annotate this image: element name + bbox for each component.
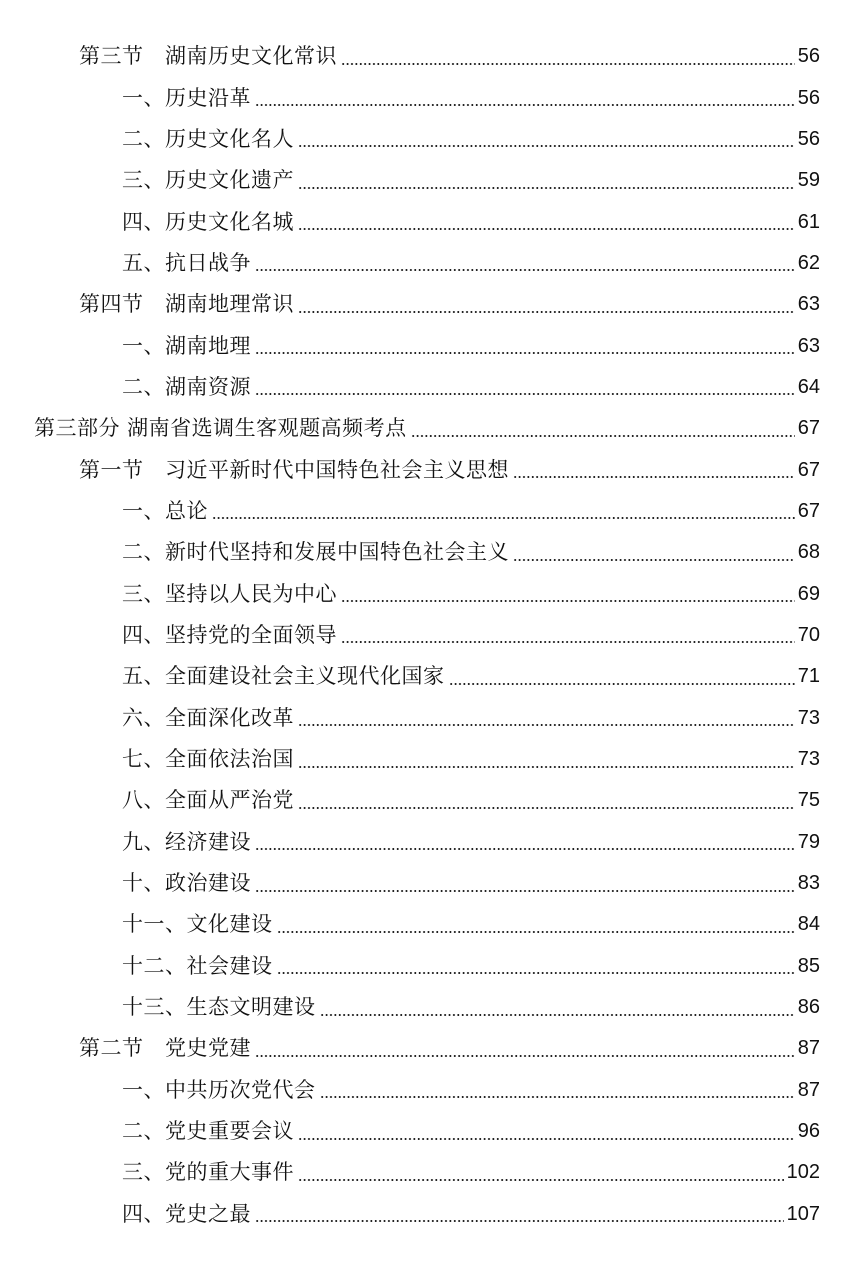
toc-page-number: 63 [797, 293, 820, 316]
dot-leader [513, 476, 795, 478]
toc-page-number: 59 [797, 169, 820, 192]
toc-page-number: 67 [797, 458, 820, 481]
toc-entry[interactable] [0, 946, 854, 987]
toc-entry-label: 第一节 习近平新时代中国特色社会主义思想 [79, 457, 509, 482]
toc-page-number: 56 [797, 45, 820, 68]
toc-entry-label: 五、全面建设社会主义现代化国家 [122, 664, 445, 689]
toc-entry[interactable] [0, 243, 854, 284]
table-of-contents [0, 36, 854, 1235]
toc-page-number: 62 [797, 251, 820, 274]
dot-leader [255, 890, 795, 892]
toc-entry-label: 四、历史文化名城 [122, 209, 294, 234]
dot-leader [298, 1138, 795, 1140]
dot-leader [255, 1055, 795, 1057]
toc-entry-label: 二、历史文化名人 [122, 126, 294, 151]
toc-entry-label: 二、新时代坚持和发展中国特色社会主义 [122, 540, 509, 565]
toc-entry-label: 一、历史沿革 [122, 85, 251, 110]
toc-entry-label: 三、坚持以人民为中心 [122, 581, 337, 606]
toc-entry[interactable] [0, 36, 854, 77]
toc-entry[interactable] [0, 325, 854, 366]
toc-entry-label: 第四节 湖南地理常识 [79, 292, 294, 317]
toc-entry[interactable] [0, 1111, 854, 1152]
toc-entry[interactable] [0, 1070, 854, 1111]
dot-leader [212, 517, 795, 519]
toc-entry-label: 十二、社会建设 [122, 953, 273, 978]
dot-leader [255, 848, 795, 850]
toc-page-number: 70 [797, 623, 820, 646]
toc-entry[interactable] [0, 284, 854, 325]
toc-entry[interactable] [0, 1194, 854, 1235]
toc-entry[interactable] [0, 904, 854, 945]
toc-entry[interactable] [0, 863, 854, 904]
toc-entry[interactable] [0, 367, 854, 408]
toc-page-number: 68 [797, 541, 820, 564]
toc-page-number: 84 [797, 913, 820, 936]
dot-leader [255, 269, 795, 271]
toc-page-number: 85 [797, 954, 820, 977]
toc-entry[interactable] [0, 780, 854, 821]
dot-leader [341, 63, 795, 65]
dot-leader [298, 1179, 784, 1181]
toc-entry-label: 七、全面依法治国 [122, 747, 294, 772]
toc-page-number: 75 [797, 789, 820, 812]
dot-leader [298, 766, 795, 768]
dot-leader [449, 683, 795, 685]
toc-entry-label: 四、坚持党的全面领导 [122, 622, 337, 647]
dot-leader [513, 559, 795, 561]
toc-entry[interactable] [0, 573, 854, 614]
toc-entry-label: 一、中共历次党代会 [122, 1077, 316, 1102]
dot-leader [320, 1014, 795, 1016]
toc-page-number: 67 [797, 499, 820, 522]
toc-entry-label: 二、党史重要会议 [122, 1119, 294, 1144]
toc-entry-label: 六、全面深化改革 [122, 705, 294, 730]
toc-entry[interactable] [0, 656, 854, 697]
toc-page-number: 83 [797, 872, 820, 895]
toc-entry-label: 第三节 湖南历史文化常识 [79, 44, 337, 69]
dot-leader [298, 724, 795, 726]
toc-entry-label: 三、历史文化遗产 [122, 168, 294, 193]
toc-page-number: 87 [797, 1078, 820, 1101]
toc-page-number: 56 [797, 127, 820, 150]
toc-entry-label: 九、经济建设 [122, 829, 251, 854]
toc-entry[interactable] [0, 408, 854, 449]
toc-page-number: 64 [797, 375, 820, 398]
toc-entry[interactable] [0, 1152, 854, 1193]
toc-entry[interactable] [0, 449, 854, 490]
toc-entry-label: 十三、生态文明建设 [122, 995, 316, 1020]
toc-entry[interactable] [0, 739, 854, 780]
toc-entry[interactable] [0, 615, 854, 656]
dot-leader [298, 145, 795, 147]
toc-entry[interactable] [0, 1028, 854, 1069]
toc-entry[interactable] [0, 491, 854, 532]
toc-entry[interactable] [0, 532, 854, 573]
toc-entry[interactable] [0, 119, 854, 160]
toc-entry[interactable] [0, 698, 854, 739]
toc-entry-label: 第二节 党史党建 [79, 1036, 251, 1061]
toc-entry-label: 八、全面从严治党 [122, 788, 294, 813]
dot-leader [255, 104, 795, 106]
toc-entry[interactable] [0, 822, 854, 863]
toc-page-number: 107 [786, 1202, 820, 1225]
dot-leader [298, 807, 795, 809]
toc-entry-label: 第三部分 湖南省选调生客观题高频考点 [34, 416, 407, 441]
toc-entry-label: 五、抗日战争 [122, 250, 251, 275]
toc-entry-label: 二、湖南资源 [122, 374, 251, 399]
toc-entry-label: 十一、文化建设 [122, 912, 273, 937]
toc-entry-label: 一、总论 [122, 498, 208, 523]
dot-leader [255, 352, 795, 354]
toc-page-number: 56 [797, 86, 820, 109]
toc-page-number: 69 [797, 582, 820, 605]
dot-leader [298, 187, 795, 189]
toc-entry-label: 十、政治建设 [122, 871, 251, 896]
toc-page-number: 71 [797, 665, 820, 688]
dot-leader [277, 972, 795, 974]
toc-page-number: 67 [797, 417, 820, 440]
toc-entry[interactable] [0, 160, 854, 201]
toc-page-number: 87 [797, 1037, 820, 1060]
toc-entry-label: 三、党的重大事件 [122, 1160, 294, 1185]
toc-page-number: 61 [797, 210, 820, 233]
toc-page-number: 63 [797, 334, 820, 357]
dot-leader [277, 931, 795, 933]
toc-entry[interactable] [0, 987, 854, 1028]
toc-entry-label: 四、党史之最 [122, 1201, 251, 1226]
dot-leader [298, 228, 795, 230]
toc-page-number: 102 [786, 1161, 820, 1184]
toc-page-number: 73 [797, 706, 820, 729]
dot-leader [255, 393, 795, 395]
toc-entry[interactable] [0, 77, 854, 118]
dot-leader [411, 435, 795, 437]
dot-leader [255, 1220, 784, 1222]
toc-page-number: 73 [797, 748, 820, 771]
dot-leader [341, 600, 795, 602]
toc-page-number: 79 [797, 830, 820, 853]
toc-page-number: 86 [797, 996, 820, 1019]
dot-leader [298, 311, 795, 313]
dot-leader [341, 641, 795, 643]
toc-entry[interactable] [0, 201, 854, 242]
toc-entry-label: 一、湖南地理 [122, 333, 251, 358]
toc-page-number: 96 [797, 1120, 820, 1143]
dot-leader [320, 1096, 795, 1098]
